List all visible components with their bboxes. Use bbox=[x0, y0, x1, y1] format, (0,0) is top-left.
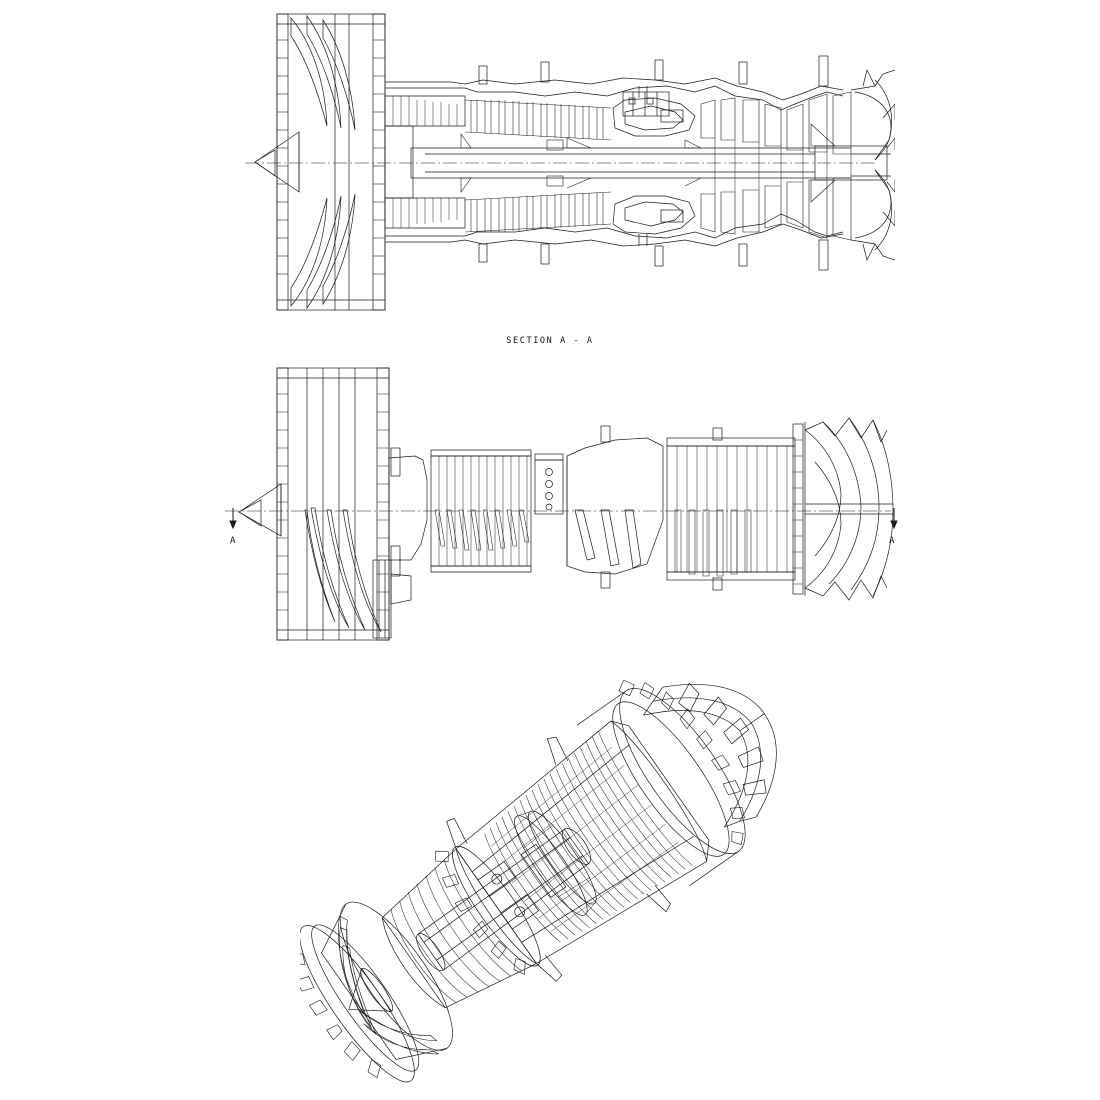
cutaway-cross-section-view bbox=[215, 0, 895, 330]
iso-mid-collar bbox=[424, 830, 552, 983]
section-arrow-left bbox=[228, 508, 242, 530]
side-elevation-view bbox=[215, 360, 895, 665]
section-caption: SECTION A - A bbox=[506, 336, 594, 346]
lobed-mixer-nozzle bbox=[805, 418, 893, 600]
turbine-casing-elevation bbox=[667, 424, 803, 594]
section-label-left: A bbox=[230, 536, 236, 546]
iso-support-struts bbox=[434, 734, 674, 990]
iso-shaft bbox=[410, 824, 598, 975]
fan-blade-group bbox=[291, 16, 355, 308]
iso-fan-rotor bbox=[300, 887, 471, 1082]
fan-case-group bbox=[277, 14, 385, 310]
lower-mount-strut bbox=[373, 560, 411, 638]
turbine-stages bbox=[701, 92, 851, 240]
isometric-cutaway-view bbox=[300, 660, 900, 1100]
core-casing-lower bbox=[385, 214, 843, 246]
fan-case-elevation bbox=[277, 368, 389, 640]
iso-core-barrel bbox=[439, 714, 718, 980]
section-arrow-right bbox=[886, 508, 900, 530]
iso-combustor-ring bbox=[505, 801, 607, 923]
section-label-right: A bbox=[889, 536, 895, 546]
lp-compressor-group bbox=[385, 96, 465, 228]
accessory-detail-block bbox=[623, 92, 669, 116]
core-casing-upper bbox=[385, 78, 843, 110]
compressor-stage-hatching bbox=[435, 510, 529, 550]
hp-compressor-stages bbox=[465, 100, 611, 232]
fan-blade-elevation bbox=[305, 508, 381, 632]
exhaust-mixer-group bbox=[851, 70, 895, 260]
casing-mount-pylons-elevation bbox=[391, 426, 722, 590]
iso-compressor-stages bbox=[468, 730, 694, 957]
spinner-cone-elevation bbox=[239, 484, 281, 536]
combustor-group bbox=[613, 86, 695, 246]
iso-exhaust-mixer bbox=[637, 660, 811, 837]
diffuser-casing bbox=[567, 438, 663, 574]
accessory-pad bbox=[535, 454, 563, 514]
